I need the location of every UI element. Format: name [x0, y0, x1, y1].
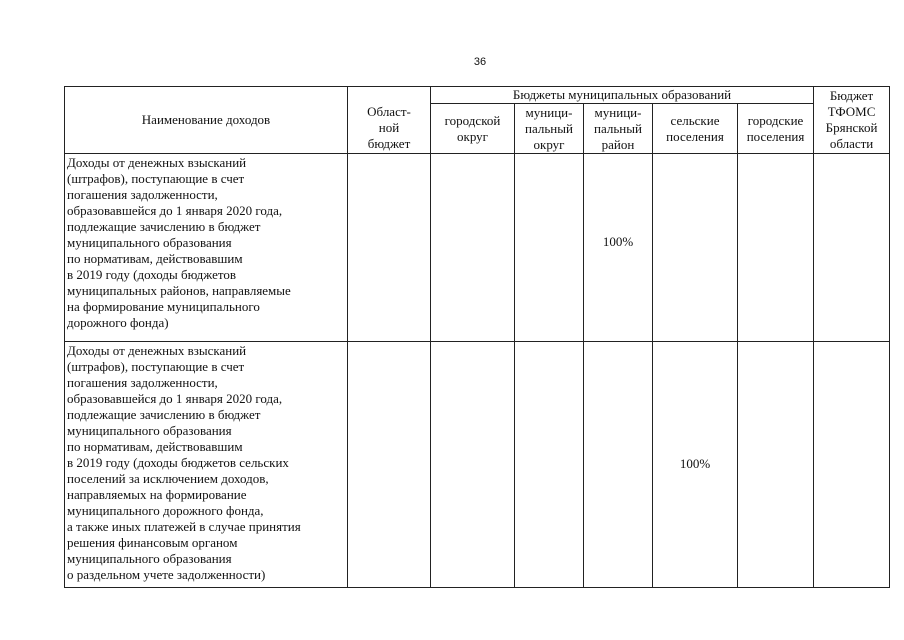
cell-tfoms [814, 342, 890, 588]
cell-municipal-district [515, 342, 584, 588]
table-row [65, 154, 890, 342]
cell-rural-settlements [653, 342, 738, 588]
header-municipal-budgets [431, 87, 814, 104]
cell-urban-settlements [738, 154, 814, 342]
header-regional-budget-text: Област- ной бюджет [367, 104, 411, 151]
cell-rural-settlements [653, 154, 738, 342]
header-tfoms-budget [814, 87, 890, 154]
header-income-name-text: Наименование доходов [141, 112, 271, 127]
cell-city-district [431, 154, 515, 342]
cell-regional [348, 342, 431, 588]
cell-value: 100% [679, 455, 711, 471]
page-number: 36 [473, 56, 487, 68]
cell-municipal-area [584, 342, 653, 588]
header-municipal-area [584, 104, 653, 154]
row-income-name [65, 342, 348, 588]
header-municipal-district-text: муници- пальный округ [525, 104, 573, 152]
row-income-name-text: Доходы от денежных взысканий (штрафов), поступающие в счет погашения задолженности, образовавшейся до 1 января 2020 года, подлежащие зачислению в бюджет муниципального образования по нормативам, действовавшим в 2019 году (доходы бюджетов муниципальных районов, направляемые на формирование муниципального дорожного фонда) [67, 155, 291, 330]
header-city-district [431, 104, 515, 154]
header-municipal-budgets-text: Бюджеты муниципальных образований [512, 87, 732, 102]
header-rural-settlements [653, 104, 738, 154]
header-income-name [65, 87, 348, 154]
cell-regional [348, 154, 431, 342]
cell-urban-settlements [738, 342, 814, 588]
header-rural-settlements-text: сельские поселения [666, 112, 724, 144]
header-urban-settlements [738, 104, 814, 154]
header-municipal-area-text: муници- пальный район [594, 104, 642, 152]
cell-tfoms [814, 154, 890, 342]
table-row [65, 342, 890, 588]
header-municipal-district [515, 104, 584, 154]
cell-municipal-district [515, 154, 584, 342]
income-distribution-table [64, 86, 890, 588]
header-city-district-text: городской округ [444, 112, 501, 144]
row-income-name-text: Доходы от денежных взысканий (штрафов), поступающие в счет погашения задолженности, образовавшейся до 1 января 2020 года, подлежащие зачислению в бюджет муниципального образования по нормативам, действовавшим в 2019 году (доходы бюджетов сельских поселений за исключением доходов, направляемых на формирование муниципального дорожного фонда, а также иных платежей в случае принятия решения финансовым органом муниципального образования о раздельном учете задолженности) [67, 343, 301, 582]
cell-value: 100% [602, 233, 634, 249]
header-urban-settlements-text: городские поселения [746, 112, 805, 144]
cell-municipal-area [584, 154, 653, 342]
header-regional-budget [348, 87, 431, 154]
cell-city-district [431, 342, 515, 588]
row-income-name [65, 154, 348, 342]
header-tfoms-budget-text: Бюджет ТФОМС Брянской области [825, 88, 878, 151]
